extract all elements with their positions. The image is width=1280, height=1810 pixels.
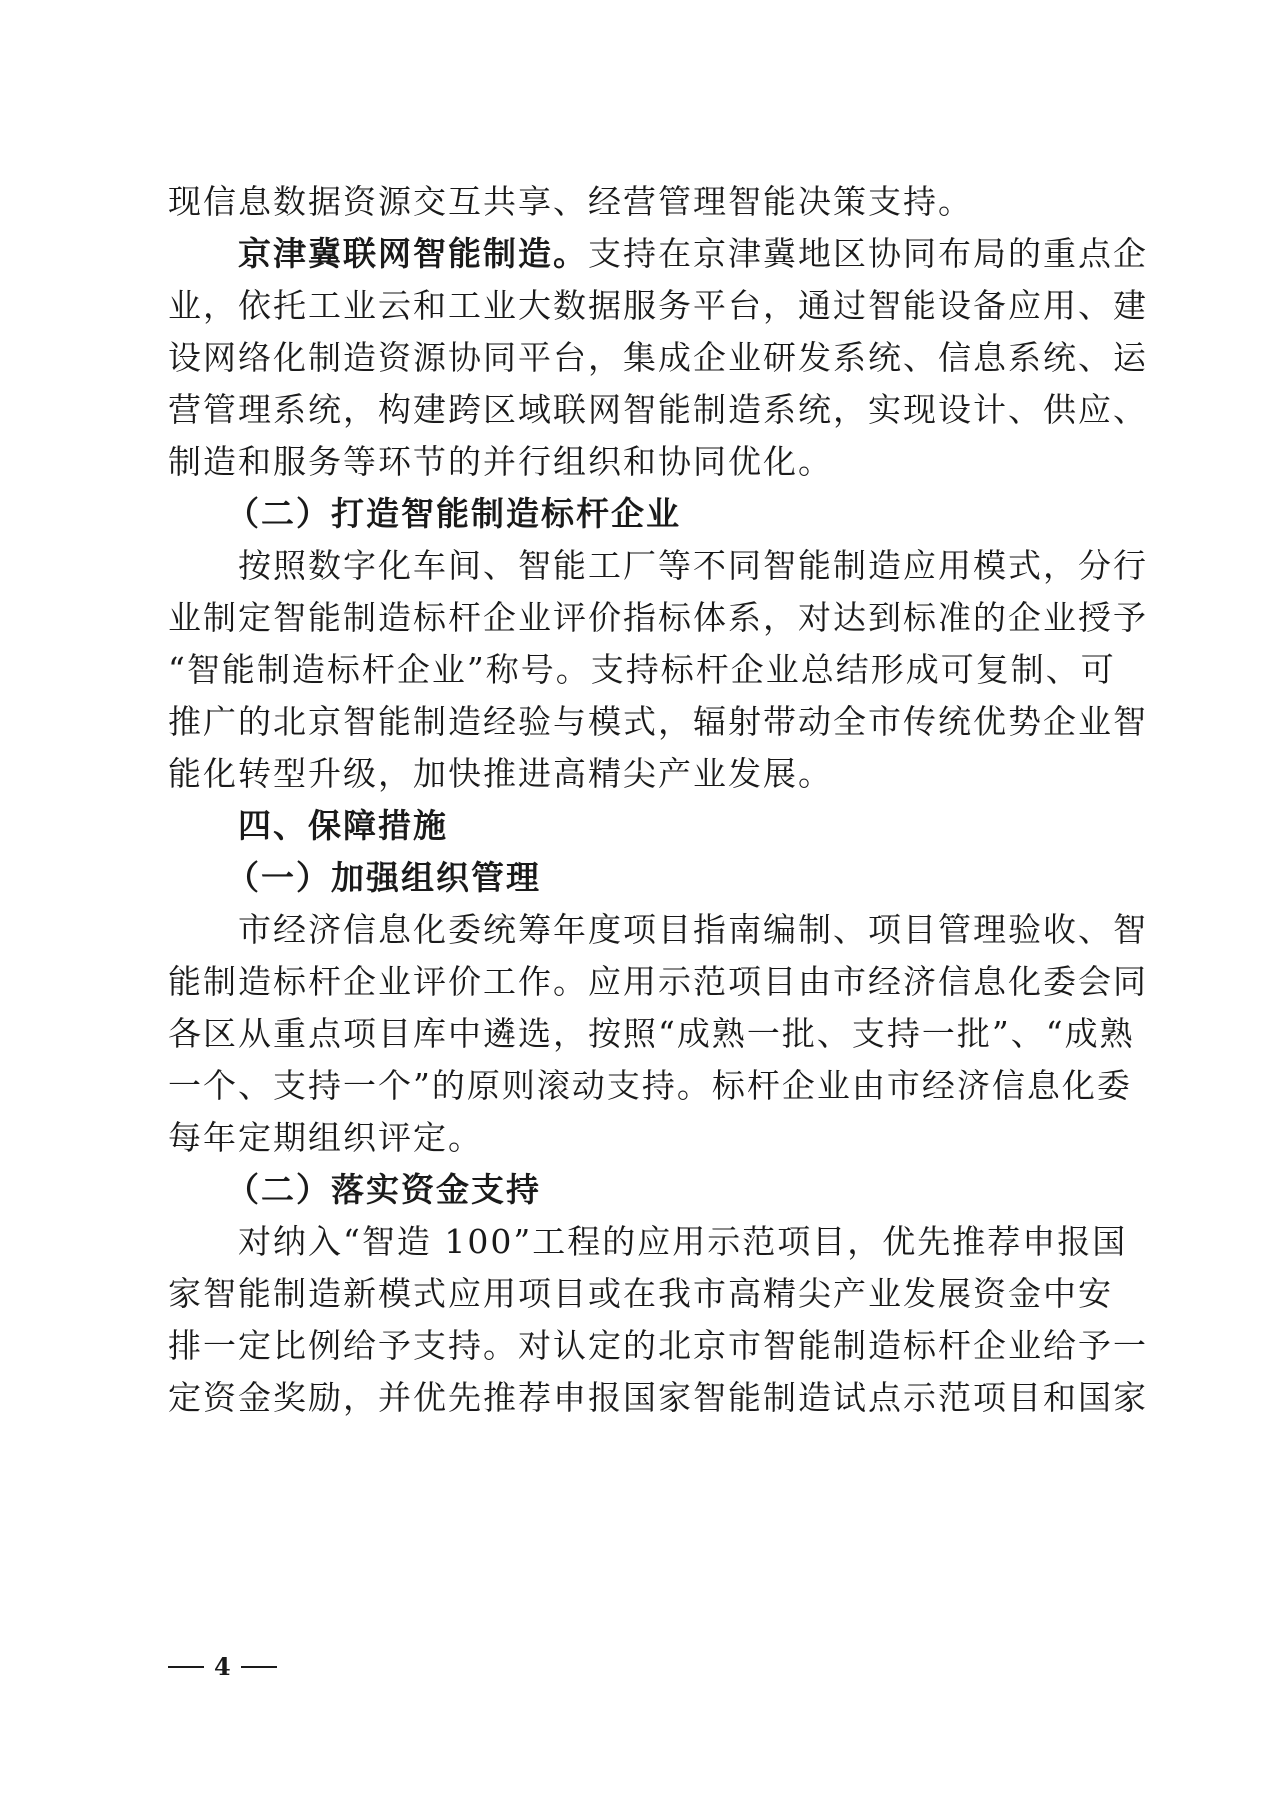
text: 设网络化制造资源协同平台，集成企业研发系统、信息系统、运 bbox=[168, 338, 1148, 377]
text: 市经济信息化委统筹年度项目指南编制、项目管理验收、智 bbox=[238, 910, 1148, 949]
text: 能化转型升级，加快推进高精尖产业发展。 bbox=[168, 754, 833, 793]
text: 制造和服务等环节的并行组织和协同优化。 bbox=[168, 442, 833, 481]
footer-dash-right bbox=[241, 1666, 277, 1668]
text: 每年定期组织评定。 bbox=[168, 1118, 483, 1157]
paragraph-line bbox=[0, 744, 1280, 804]
paragraph-line bbox=[0, 1212, 1280, 1272]
text: 业，依托工业云和工业大数据服务平台，通过智能设备应用、建 bbox=[168, 286, 1148, 325]
section-heading bbox=[0, 796, 1280, 856]
paragraph-line bbox=[0, 328, 1280, 388]
paragraph-line bbox=[0, 1316, 1280, 1376]
text: 营管理系统，构建跨区域联网智能制造系统，实现设计、供应、 bbox=[168, 390, 1148, 429]
paragraph-line bbox=[0, 224, 1280, 284]
section-heading bbox=[0, 484, 1280, 544]
text: 排一定比例给予支持。对认定的北京市智能制造标杆企业给予一 bbox=[168, 1326, 1148, 1365]
paragraph-line bbox=[0, 380, 1280, 440]
paragraph-line bbox=[0, 588, 1280, 648]
text: 家智能制造新模式应用项目或在我市高精尖产业发展资金中安 bbox=[168, 1274, 1113, 1313]
text: 业制定智能制造标杆企业评价指标体系，对达到标准的企业授予 bbox=[168, 598, 1148, 637]
paragraph-line bbox=[0, 1368, 1280, 1428]
paragraph-line bbox=[0, 536, 1280, 596]
paragraph-line bbox=[0, 640, 1280, 700]
heading-text: （一）加强组织管理 bbox=[226, 858, 541, 897]
text: 现信息数据资源交互共享、经营管理智能决策支持。 bbox=[168, 182, 973, 221]
section-heading bbox=[0, 848, 1280, 908]
text: 推广的北京智能制造经验与模式，辐射带动全市传统优势企业智 bbox=[168, 702, 1148, 741]
footer-dash-left bbox=[168, 1666, 204, 1668]
text: 各区从重点项目库中遴选，按照“成熟一批、支持一批”、“成熟 bbox=[168, 1014, 1135, 1053]
paragraph-line bbox=[0, 1264, 1280, 1324]
paragraph-line bbox=[0, 952, 1280, 1012]
text: “智能制造标杆企业”称号。支持标杆企业总结形成可复制、可 bbox=[168, 650, 1116, 689]
text: 支持在京津冀地区协同布局的重点企 bbox=[588, 234, 1148, 273]
paragraph-line bbox=[0, 692, 1280, 752]
paragraph-line bbox=[0, 172, 1280, 232]
page-footer bbox=[168, 1652, 277, 1682]
page-number: 4 bbox=[214, 1652, 231, 1681]
paragraph-line bbox=[0, 1004, 1280, 1064]
text: 定资金奖励，并优先推荐申报国家智能制造试点示范项目和国家 bbox=[168, 1378, 1148, 1417]
section-heading bbox=[0, 1160, 1280, 1220]
paragraph-line bbox=[0, 1056, 1280, 1116]
paragraph-line bbox=[0, 1108, 1280, 1168]
text: 一个、支持一个”的原则滚动支持。标杆企业由市经济信息化委 bbox=[168, 1066, 1132, 1105]
paragraph-line bbox=[0, 432, 1280, 492]
heading-text: （二）落实资金支持 bbox=[226, 1170, 541, 1209]
paragraph-line bbox=[0, 900, 1280, 960]
heading-text: （二）打造智能制造标杆企业 bbox=[226, 494, 681, 533]
paragraph-line bbox=[0, 276, 1280, 336]
text: 能制造标杆企业评价工作。应用示范项目由市经济信息化委会同 bbox=[168, 962, 1148, 1001]
text: 对纳入“智造 100”工程的应用示范项目，优先推荐申报国 bbox=[238, 1222, 1128, 1261]
text: 按照数字化车间、智能工厂等不同智能制造应用模式，分行 bbox=[238, 546, 1148, 585]
heading-text: 四、保障措施 bbox=[238, 806, 448, 845]
inline-heading: 京津冀联网智能制造。 bbox=[238, 234, 588, 273]
text-run bbox=[238, 224, 1148, 284]
